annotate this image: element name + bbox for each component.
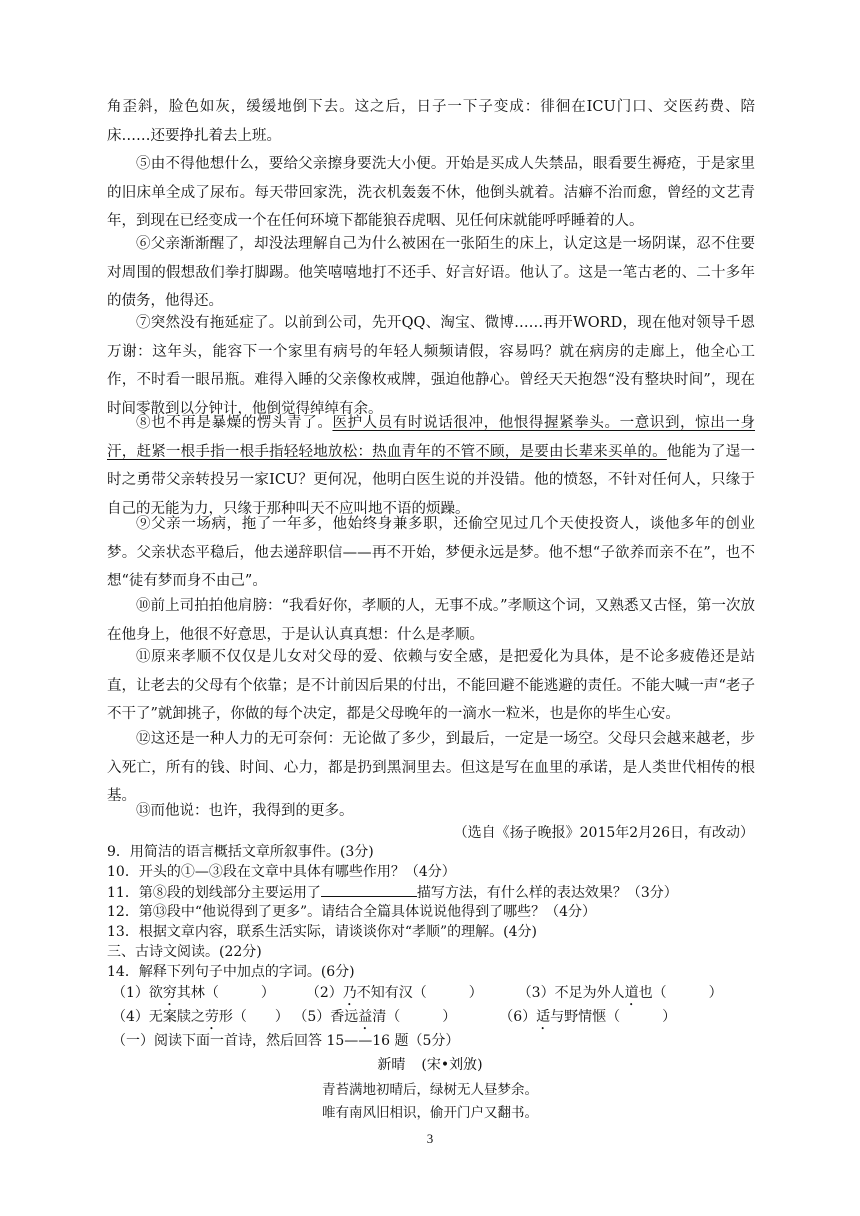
section-3-heading: 三、古诗文阅读。(22分)	[107, 944, 262, 960]
question-10: 10．开头的①—③段在文章中具体有哪些作用？（4分）	[107, 864, 456, 880]
vocab-item-6: （6）适与野情惬（ ）	[499, 1009, 677, 1025]
paragraph-8-lead: ⑧也不再是暴燥的愣头青了。	[136, 415, 333, 431]
vocab-item-3: （3）不足为外人道也（ ）	[517, 985, 723, 1001]
source-citation: （选自《扬子晚报》2015年2月26日，有改动）	[453, 825, 754, 841]
question-11	[107, 882, 767, 903]
paragraph-10: ⑩前上司拍拍他肩膀：“我看好你，孝顺的人，无事不成。”孝顺这个词，又熟悉又古怪，第一次放在他身上，他很不好意思，于是认认真真想：什么是孝顺。	[107, 598, 755, 643]
paragraph-9: ⑨父亲一场病，拖了一年多，他始终身兼多职，还偷空见过几个天使投资人，谈他多年的创业梦。父亲状态平稳后，他去递辞职信——再不开始，梦便永远是梦。他不想“子欲养而亲不在”，也不想“徒有梦而身不由己”。	[107, 516, 755, 589]
paragraph-13: ⑬而他说：也许，我得到的更多。	[136, 803, 354, 819]
answer-blank	[321, 882, 417, 897]
paragraph-11: ⑪原来孝顺不仅仅是儿女对父母的爱、依赖与安全感，是把爱化为具体，是不论多疲倦还是站直，让老去的父母有个依靠；是不计前因后果的付出，不能回避不能逃避的责任。不能大喊一声“老子不干了”就卸挑子，你做的每个决定，都是父母晚年的一滴水一粒米，也是你的毕生心安。	[107, 649, 755, 722]
question-12: 12．第⑬段中“他说得到了更多”。请结合全篇具体说说他得到了哪些？（4分）	[107, 904, 597, 920]
poem-heading	[0, 1054, 860, 1074]
subsection-1-heading: （一）阅读下面一首诗，然后回答 15——16 题（5分）	[112, 1033, 460, 1049]
poem-line-1: 青苔满地初晴后，绿树无人昼梦余。	[322, 1082, 538, 1098]
question-13: 13．根据文章内容，联系生活实际，请谈谈你对“孝顺”的理解。(4分)	[107, 924, 537, 940]
vocab-item-5: （5）香远益清（ ）	[293, 1009, 457, 1025]
paragraph-5: ⑤由不得他想什么，要给父亲擦身要洗大小便。开始是买成人失禁品，眼看要生褥疮，于是家里的旧床单全成了尿布。每天带回家洗，洗衣机轰轰不休，他倒头就着。洁癖不治而愈，曾经的文艺青年，到现在已经变成一个在任何环境下都能狼吞虎咽、见任何床就能呼呼睡着的人。	[107, 156, 755, 229]
vocab-item-4: （4）无案牍之劳形（ ）	[112, 1009, 289, 1025]
paragraph-8	[107, 409, 755, 523]
question-9: 9．用简洁的语言概括文章所叙事件。(3分)	[107, 844, 374, 860]
paragraph-6: ⑥父亲渐渐醒了，却没法理解自己为什么被困在一张陌生的床上，认定这是一场阴谋，忍不住要对周围的假想敌们拳打脚踢。他笑嘻嘻地打不还手、好言好语。他认了。这是一笔古老的、二十多年的债务，他得还。	[107, 236, 755, 309]
vocab-item-2: （2）乃不知有汉（ ）	[305, 985, 483, 1001]
paragraph-4-continued: 角歪斜，脸色如灰，缓缓地倒下去。这之后，日子一下子变成：徘徊在ICU门口、交医药费、陪床……还要挣扎着去上班。	[107, 99, 755, 144]
question-14: 14．解释下列句子中加点的字词。(6分)	[107, 964, 355, 980]
poem-line-2: 唯有南风旧相识，偷开门户又翻书。	[322, 1105, 538, 1121]
vocab-row-1	[112, 983, 772, 1009]
paragraph-8-underlined: 医护人员有时说话很冲，他恨得握紧拳头。一意识到，惊出一身汗，赶紧一根手指一根手指轻轻地放松：热血青年的不管不顾，是要由长辈来买单的。	[107, 415, 756, 460]
vocab-row-2	[112, 1007, 772, 1033]
page-number: 3	[426, 1131, 434, 1146]
paragraph-7: ⑦突然没有拖延症了。以前到公司，先开QQ、淘宝、微博……再开WORD，现在他对领导千恩万谢：这年头，能容下一个家里有病号的年轻人频频请假，容易吗？就在病房的走廊上，他全心工作，不时看一眼吊瓶。难得入睡的父亲像枚戒牌，强迫他静心。曾经天天抱怨“没有整块时间”，现在时间零散到以分钟计，他倒觉得绰绰有余。	[107, 315, 755, 417]
question-11-text-b: 描写方法，有什么样的表达效果？（3分）	[416, 885, 678, 901]
poem-author: (宋•刘攽)	[421, 1057, 483, 1073]
poem-title: 新晴	[377, 1057, 406, 1073]
paragraph-8-tail: 他能为了逞一时之勇带父亲转投另一家ICU？更何况，他明白医生说的并没错。他的愤怒，不针对任何人，只缘于自己的无能为力，只缘于那种叫天不应叫地不语的烦躁。	[107, 443, 756, 517]
question-11-text-a: 11．第⑧段的划线部分主要运用了	[107, 885, 321, 901]
vocab-item-1: （1）欲穷其林（ ）	[112, 985, 275, 1001]
paragraph-12: ⑫这还是一种人力的无可奈何：无论做了多少，到最后，一定是一场空。父母只会越来越老，步入死亡，所有的钱、时间、心力，都是扔到黑洞里去。但这是写在血里的承诺，是人类世代相传的根基。	[107, 731, 755, 804]
